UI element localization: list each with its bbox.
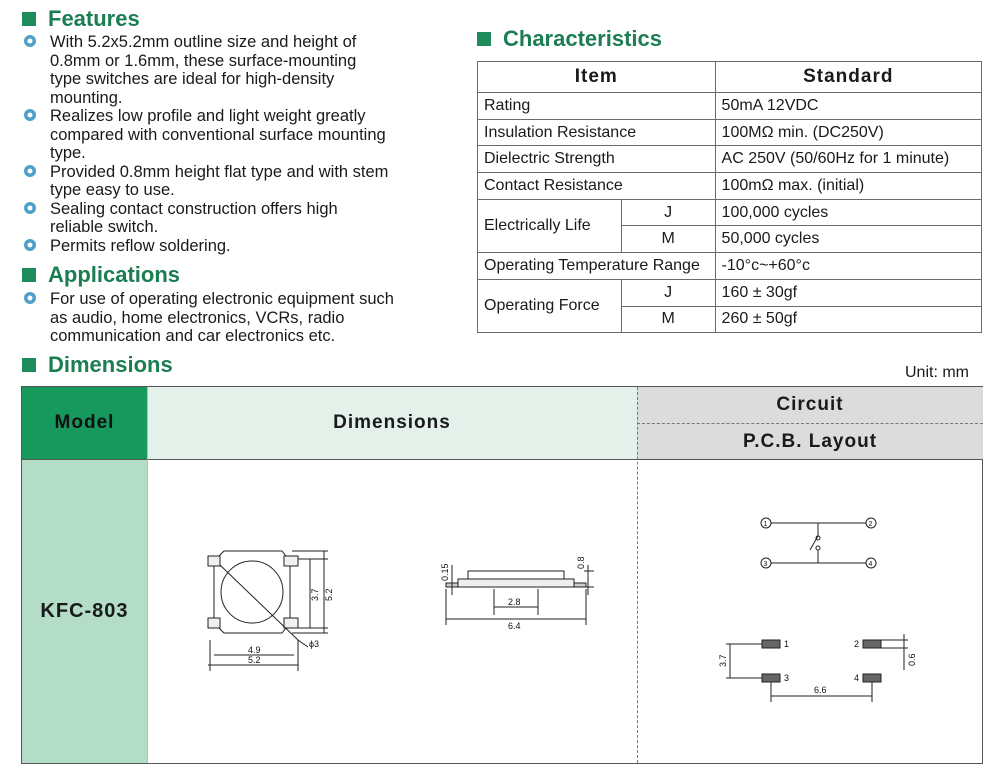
table-row <box>478 93 982 120</box>
circuit-pin-1: 1 <box>763 521 768 528</box>
section-square-icon <box>22 12 36 26</box>
row-value: 50,000 cycles <box>715 226 981 253</box>
header-model: Model <box>22 387 147 459</box>
bullet-line: type easy to use. <box>50 181 175 199</box>
bullet-line: as audio, home electronics, VCRs, radio <box>50 308 345 327</box>
bullet-item <box>22 237 442 256</box>
applications-list <box>22 290 442 346</box>
bullet-dot-icon <box>24 165 36 177</box>
header-divider <box>22 459 982 460</box>
features-list <box>22 33 442 255</box>
features-heading <box>22 6 140 32</box>
header-item: Item <box>478 62 716 93</box>
bullet-line: Permits reflow soldering. <box>50 236 231 255</box>
row-value: AC 250V (50/60Hz for 1 minute) <box>715 146 981 173</box>
row-label: Operating Temperature Range <box>478 253 716 280</box>
bullet-item <box>22 163 442 200</box>
row-code: J <box>621 199 715 226</box>
characteristics-table <box>477 61 982 333</box>
model-name: KFC-803 <box>22 459 147 763</box>
table-row <box>478 279 982 306</box>
row-label: Electrically Life <box>478 199 622 252</box>
section-square-icon <box>477 32 491 46</box>
characteristics-title: Characteristics <box>503 26 662 51</box>
row-value: -10°c~+60°c <box>715 253 981 280</box>
dim-top-diameter: ϕ3 <box>309 639 320 649</box>
table-row <box>478 173 982 200</box>
row-label: Dielectric Strength <box>478 146 716 173</box>
dim-top-height-inner: 3.7 <box>310 588 320 601</box>
table-header-row <box>478 62 982 93</box>
row-value: 100MΩ min. (DC250V) <box>715 119 981 146</box>
circuit-pin-4: 4 <box>868 561 873 568</box>
row-label: Rating <box>478 93 716 120</box>
bullet-dot-icon <box>24 35 36 47</box>
bullet-line: Realizes low profile and light weight greatly <box>50 107 366 125</box>
header-dimensions: Dimensions <box>147 387 637 459</box>
row-code: J <box>621 279 715 306</box>
row-label: Contact Resistance <box>478 173 716 200</box>
pcb-pin-4: 4 <box>854 673 860 683</box>
dim-top-width-inner: 4.9 <box>248 645 261 655</box>
bullet-dot-icon <box>24 292 36 304</box>
bullet-line: type. <box>50 144 86 162</box>
bullet-item <box>22 290 442 346</box>
row-value: 160 ± 30gf <box>715 279 981 306</box>
bullet-line: compared with conventional surface mounting <box>50 125 386 144</box>
column-divider-dashed <box>637 387 638 763</box>
circuit-pin-2: 2 <box>868 521 873 528</box>
side-view-drawing <box>438 555 598 635</box>
header-pcb-layout: P.C.B. Layout <box>637 423 983 459</box>
row-value: 100,000 cycles <box>715 199 981 226</box>
dimensions-title: Dimensions <box>48 352 173 377</box>
header-circuit: Circuit <box>637 387 983 423</box>
bullet-item <box>22 33 442 107</box>
table-row <box>478 119 982 146</box>
dim-top-height-outer: 5.2 <box>324 588 334 601</box>
bullet-dot-icon <box>24 109 36 121</box>
dim-side-thickness: 0.8 <box>576 556 586 569</box>
bullet-dot-icon <box>24 239 36 251</box>
bullet-item <box>22 107 442 163</box>
features-title: Features <box>48 6 140 31</box>
unit-label: Unit: mm <box>905 364 969 381</box>
pcb-dim-thickness: 0.6 <box>907 653 917 666</box>
row-label: Operating Force <box>478 279 622 332</box>
column-divider <box>147 387 148 763</box>
top-view-drawing <box>198 545 358 675</box>
pcb-pin-3: 3 <box>784 673 790 683</box>
row-value: 260 ± 50gf <box>715 306 981 333</box>
header-standard: Standard <box>715 62 981 93</box>
row-code: M <box>621 226 715 253</box>
bullet-line: With 5.2x5.2mm outline size and height of <box>50 33 357 51</box>
row-value: 50mA 12VDC <box>715 93 981 120</box>
pcb-dim-width: 6.6 <box>814 685 827 695</box>
row-label: Insulation Resistance <box>478 119 716 146</box>
section-square-icon <box>22 358 36 372</box>
bullet-line: type switches are ideal for high-density <box>50 70 335 88</box>
section-square-icon <box>22 268 36 282</box>
bullet-line: Sealing contact construction offers high <box>50 199 338 218</box>
dim-side-thickness-small: 0.15 <box>440 563 450 581</box>
bullet-line: 0.8mm or 1.6mm, these surface-mounting <box>50 51 357 70</box>
bullet-line: Provided 0.8mm height flat type and with stem <box>50 162 389 181</box>
dim-top-width-outer: 5.2 <box>248 655 261 665</box>
pcb-layout-drawing <box>708 630 918 710</box>
row-code: M <box>621 306 715 333</box>
table-row <box>478 199 982 226</box>
bullet-line: communication and car electronics etc. <box>50 327 336 345</box>
circuit-pin-3: 3 <box>763 561 768 568</box>
bullet-dot-icon <box>24 202 36 214</box>
applications-title: Applications <box>48 262 181 287</box>
dim-side-width-outer: 6.4 <box>508 621 521 631</box>
bullet-line: mounting. <box>50 88 123 107</box>
bullet-line: For use of operating electronic equipment such <box>50 290 394 308</box>
pcb-dim-height: 3.7 <box>718 654 728 667</box>
dim-side-width-inner: 2.8 <box>508 597 521 607</box>
bullet-item <box>22 200 442 237</box>
dimensions-heading <box>22 352 173 378</box>
pcb-pin-2: 2 <box>854 639 860 649</box>
bullet-line: reliable switch. <box>50 218 159 236</box>
characteristics-heading <box>477 26 662 52</box>
table-row <box>478 253 982 280</box>
pcb-pin-1: 1 <box>784 639 790 649</box>
circuit-drawing <box>755 510 885 580</box>
applications-heading <box>22 262 180 288</box>
row-value: 100mΩ max. (initial) <box>715 173 981 200</box>
table-row <box>478 146 982 173</box>
